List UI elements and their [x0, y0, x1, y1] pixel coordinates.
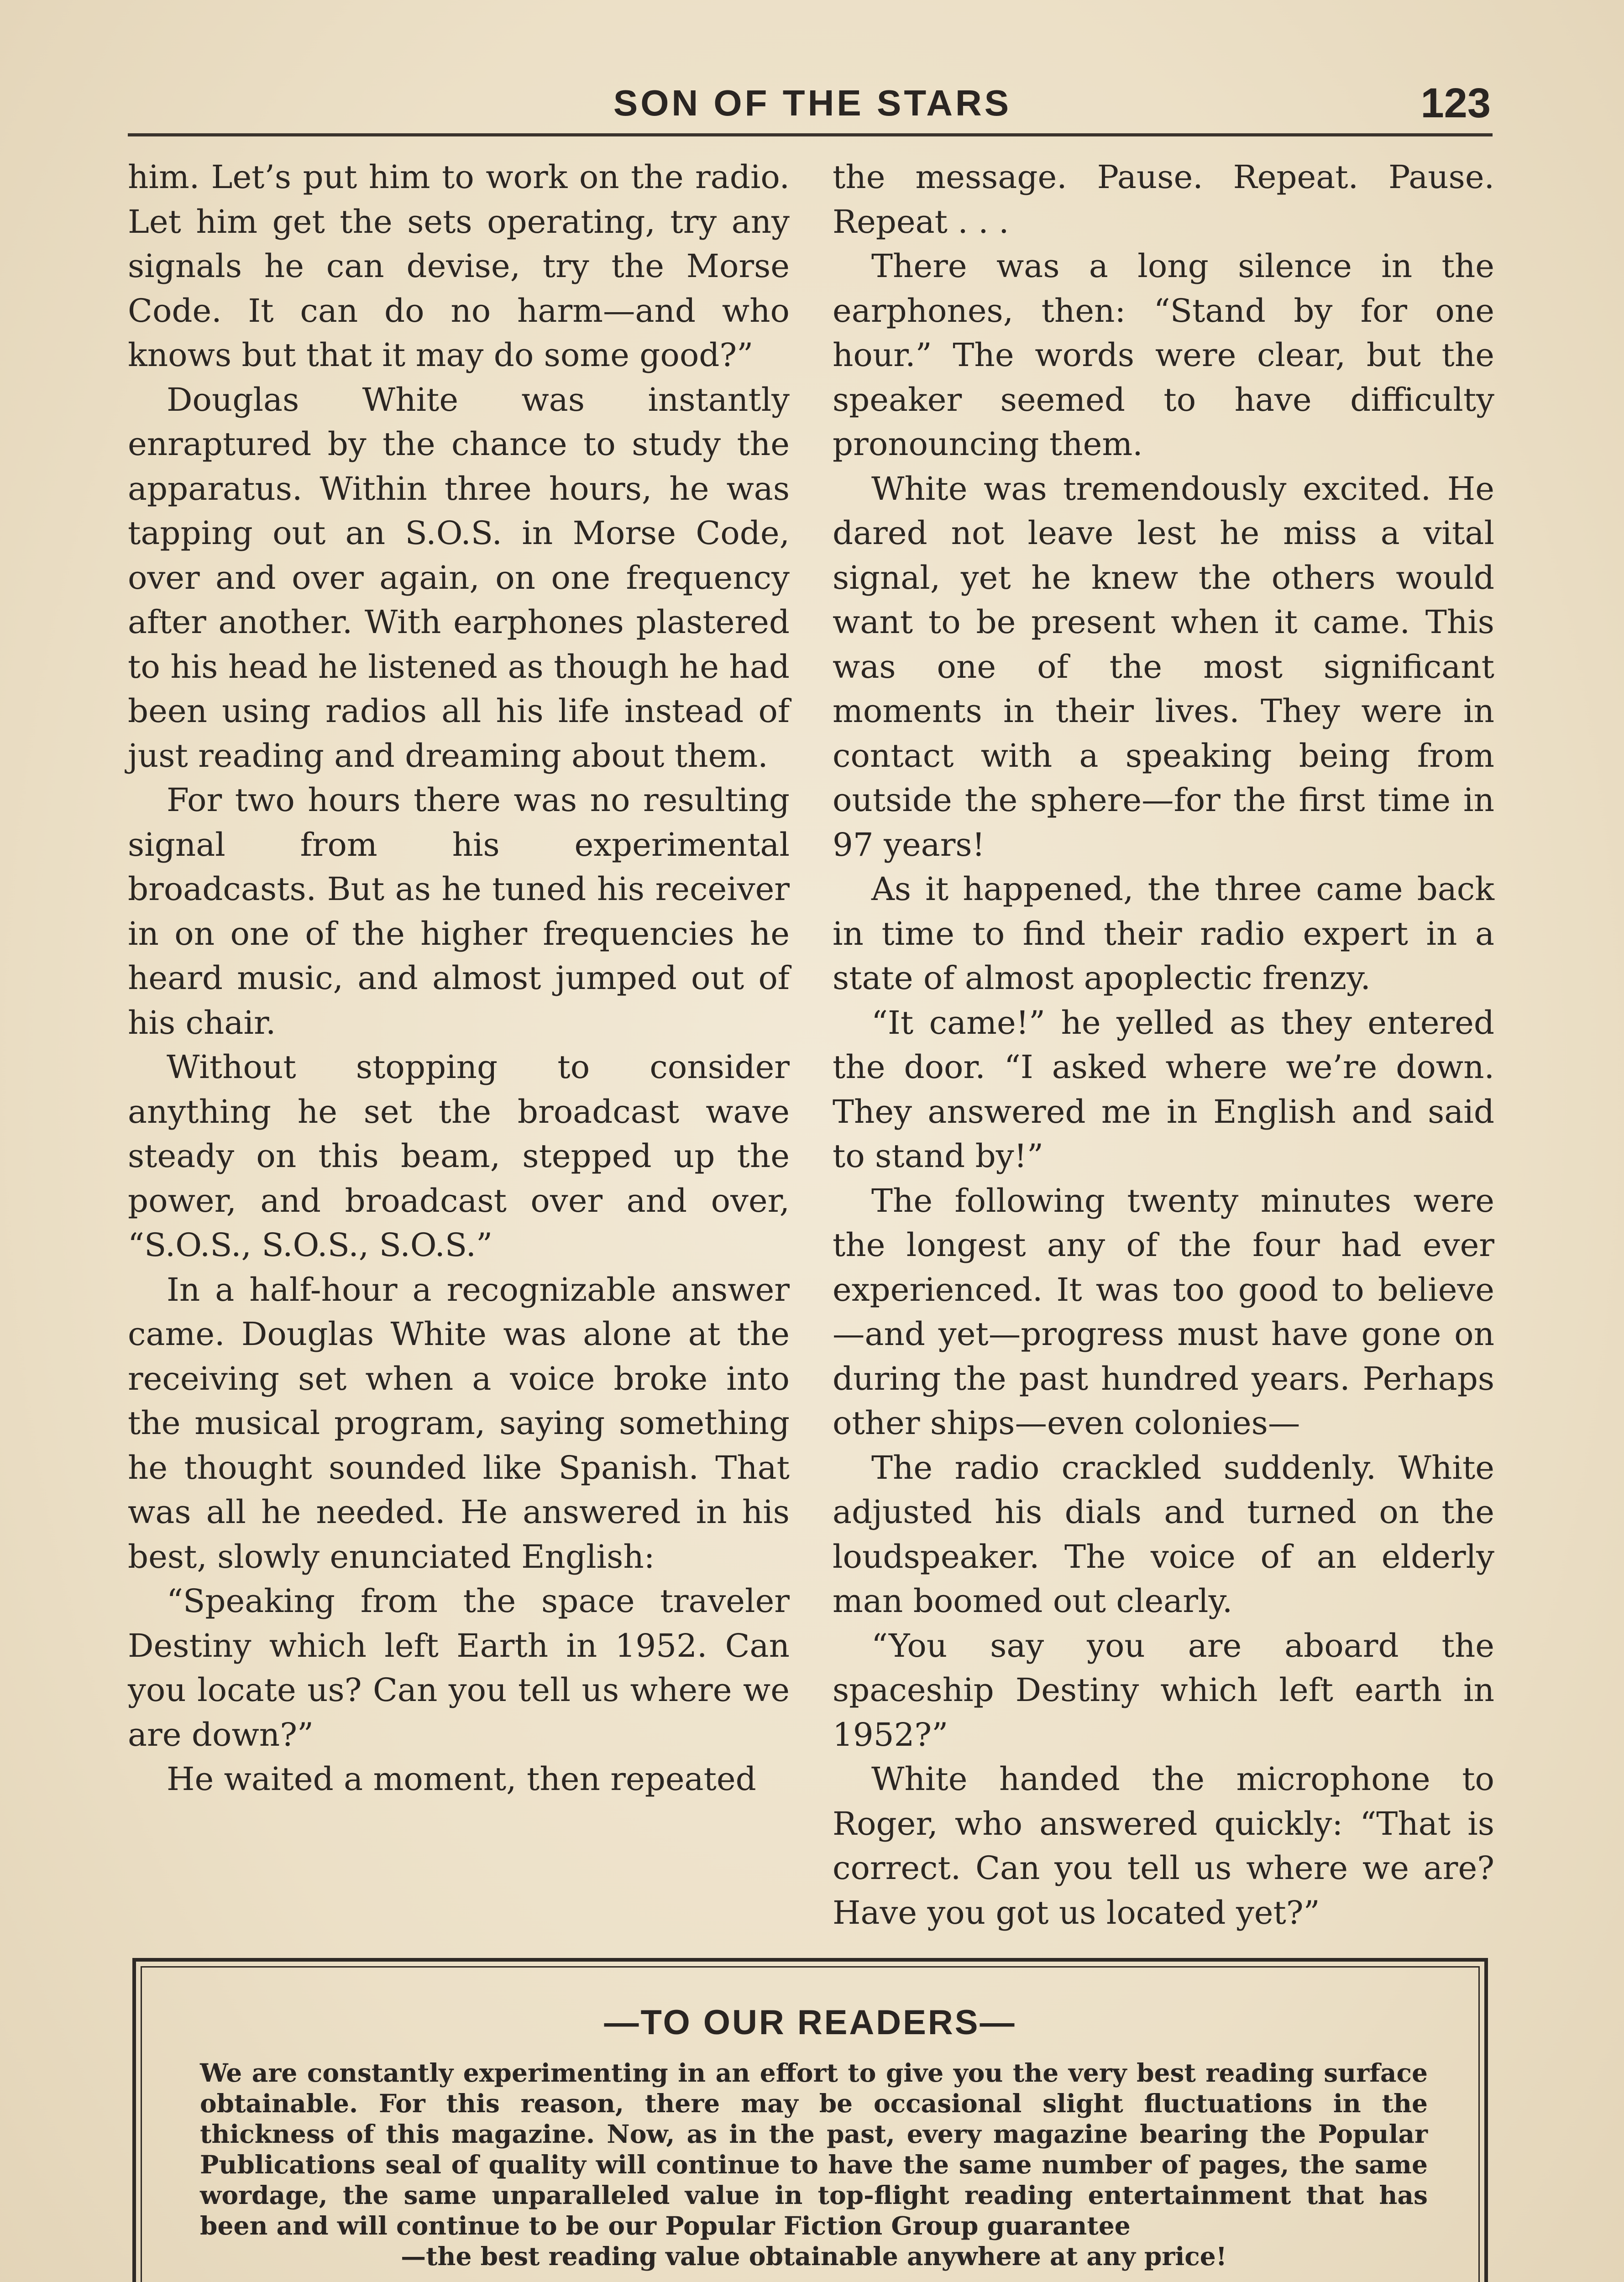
paragraph: As it happened, the three came back in time to find their radio expert in a state of almost apoplectic frenzy.	[833, 870, 1494, 997]
paragraph: There was a long silence in the earphones, then: “Stand by for one hour.” The words were clear, but the speaker seemed to have difficulty pronouncing them.	[833, 247, 1494, 463]
left-text-column	[128, 155, 790, 1802]
readers-notice-box	[132, 1958, 1488, 2282]
paragraph: In a half-hour a recognizable answer came. Douglas White was alone at the receiving set when a voice broke into the musical program, saying something he thought sounded like Spanish. That was all he needed. He answered in his best, slowly enunciated English:	[128, 1271, 790, 1575]
paragraph: For two hours there was no resulting signal from his experimental broadcasts. But as he tuned his receiver in on one of the higher frequencies he heard music, and almost jumped out of his chair.	[128, 781, 790, 1042]
paragraph: him. Let’s put him to work on the radio. Let him get the sets operating, try any signals he can devise, try the Morse Code. It can do no harm—and who knows but that it may do some good?”	[128, 158, 790, 374]
paragraph: Douglas White was instantly enraptured by the chance to study the apparatus. Within three hours, he was tapping out an S.O.S. in Morse Code, over and over again, on one frequency after another. With earphones plastered to his head he listened as though he had been using radios all his life instead of just reading and dreaming about them.	[128, 381, 790, 775]
notice-title: —TO OUR READERS—	[604, 2003, 1016, 2042]
paragraph: He waited a moment, then repeated	[167, 1760, 756, 1798]
notice-closing: —the best reading value obtainable anywhere at any price!	[401, 2241, 1227, 2271]
running-header-title: SON OF THE STARS	[613, 83, 1012, 123]
paragraph: White handed the microphone to Roger, who answered quickly: “That is correct. Can you tell us where we are? Have you got us located yet?”	[833, 1760, 1494, 1931]
header-divider	[128, 133, 1493, 136]
paragraph: The following twenty minutes were the longest any of the four had ever experienced. It was too good to believe —and yet—progress must have gone on during the past hundred years. Perhaps other ships—even colonies—	[833, 1182, 1494, 1442]
notice-text: We are constantly experimenting in an effort to give you the very best reading surface obtainable. For this reason, there may be occasional slight fluctuations in the thickness of this magazine. Now, as in the past, every magazine bearing the Popular Publications seal of quality will continue to have the same number of pages, the same wordage, the same unparalleled value in top-flight reading entertainment that has been and will continue to be our Popular Fiction Group guarantee	[200, 2058, 1428, 2240]
paragraph: White was tremendously excited. He dared not leave lest he miss a vital signal, yet he knew the others would want to be present when it came. This was one of the most significant moments in their lives. They were in contact with a speaking being from outside the sphere—for the first time in 97 years!	[833, 470, 1494, 864]
paragraph: The radio crackled suddenly. White adjusted his dials and turned on the loudspeaker. The voice of an elderly man boomed out clearly.	[833, 1449, 1494, 1620]
paragraph: the message. Pause. Repeat. Pause. Repeat . . .	[833, 158, 1494, 241]
page-number: 123	[1420, 80, 1491, 126]
paragraph: “You say you are aboard the spaceship Destiny which left earth in 1952?”	[833, 1627, 1494, 1753]
paragraph: “Speaking from the space traveler Destiny which left Earth in 1952. Can you locate us? Can you tell us where we are down?”	[128, 1582, 790, 1753]
paragraph: Without stopping to consider anything he set the broadcast wave steady on this beam, stepped up the power, and broadcast over and over, “S.O.S., S.O.S., S.O.S.”	[128, 1048, 790, 1264]
right-text-column	[833, 155, 1494, 1935]
notice-body	[200, 2057, 1428, 2272]
paragraph: “It came!” he yelled as they entered the door. “I asked where we’re down. They answered me in English and said to stand by!”	[833, 1004, 1494, 1175]
